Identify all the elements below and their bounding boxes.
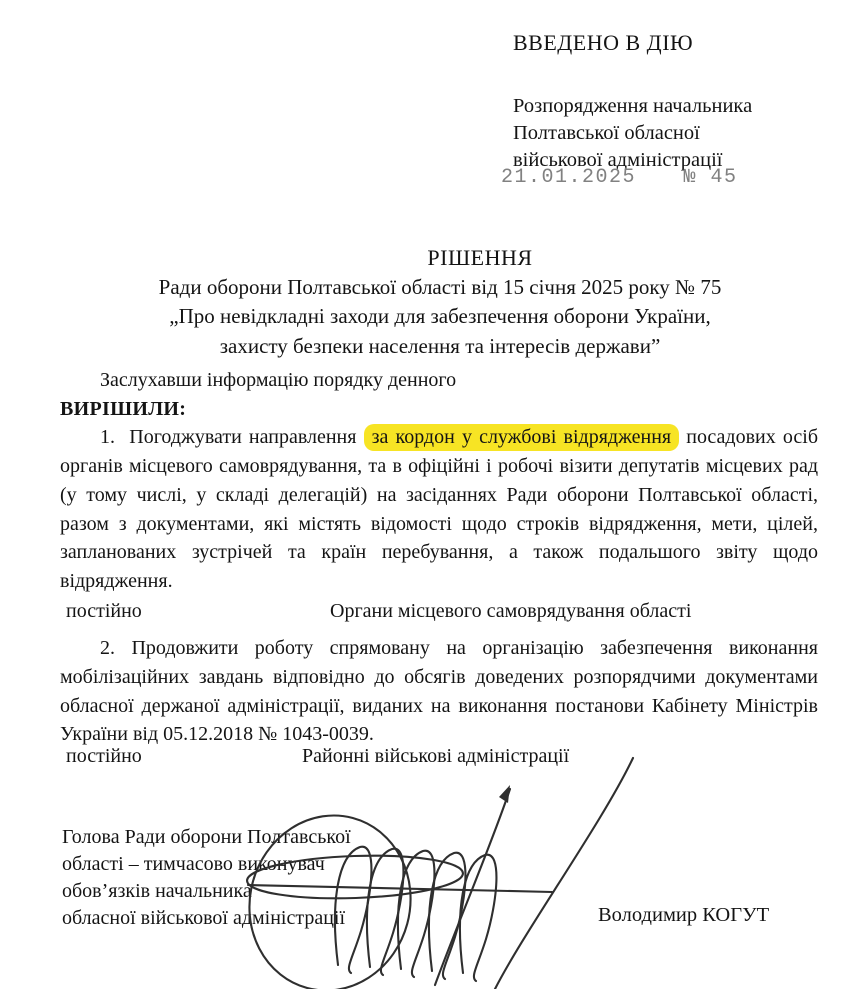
title-line: „Про невідкладні заходи для забезпечення оборони України, (169, 304, 711, 328)
item-1-text-after: посадових осіб органів місцевого самоврядування, та в офіційні і робочі візити депутатів місцевих рад (у тому числі, у складі делегацій) на засіданнях Ради оборони Полтавської області, разом з документами, які містять відомості щодо строків відрядження, мети, цілей, запланованих зустрічей та країн перебування, а також подальшого звіту щодо відрядження. (60, 426, 818, 592)
signature-diagonal (495, 758, 633, 989)
document-title-block (60, 243, 820, 361)
assignment-executor: Органи місцевого самоврядування області (330, 599, 692, 622)
signatory-position-line: області – тимчасово виконувач (62, 853, 325, 875)
highlighted-phrase: за кордон у службові відрядження (364, 424, 680, 451)
intro-line: Заслухавши інформацію порядку денного (100, 369, 457, 391)
signatory-name: Володимир КОГУТ (598, 904, 770, 926)
signatory-position-line: обласної військової адміністрації (62, 907, 346, 929)
order-reference-line: Розпорядження начальника (513, 95, 753, 117)
paragraph-item-2: 2. Продовжити роботу спрямовану на організацію забезпечення виконання мобілізаційних завдань відповідно до обсягів доведених розпорядчими документами обласної держаної адміністрації, виданих на виконання постанови Кабінету Міністрів України від 05.12.2018 № 1043-0039. (60, 637, 818, 746)
assignment-executor: Районні військові адміністрації (302, 745, 570, 768)
approved-stamp-text: ВВЕДЕНО В ДІЮ (513, 30, 694, 55)
signatory-position-line: обов’язків начальника (62, 880, 252, 902)
signature-arrow-line (435, 789, 510, 985)
title-line: захисту безпеки населення та інтересів держави” (219, 333, 661, 358)
signatory-position-block (62, 824, 351, 932)
document-type-heading: РІШЕННЯ (427, 245, 533, 270)
registration-stamp (501, 166, 738, 189)
paragraph-item-1 (60, 423, 818, 595)
assignment-row (60, 742, 818, 771)
resolved-heading: ВИРІШИЛИ: (60, 397, 187, 420)
assignment-term: постійно (66, 745, 142, 768)
order-reference-line: військової адміністрації (513, 149, 723, 171)
order-reference-line: Полтавської обласної (513, 122, 700, 144)
assignment-term: постійно (66, 599, 142, 622)
title-line: Ради оборони Полтавської області від 15 січня 2025 року № 75 (158, 274, 722, 299)
item-1-text-before: 1. Погоджувати направлення (100, 426, 364, 449)
order-reference-block (513, 93, 752, 174)
signatory-position-line: Голова Ради оборони Полтавської (62, 826, 351, 848)
registration-number: № 45 (683, 166, 738, 189)
document-body (60, 366, 818, 771)
registration-date: 21.01.2025 (501, 166, 637, 189)
signature-arrow-head (499, 785, 510, 803)
assignment-row (60, 597, 818, 626)
